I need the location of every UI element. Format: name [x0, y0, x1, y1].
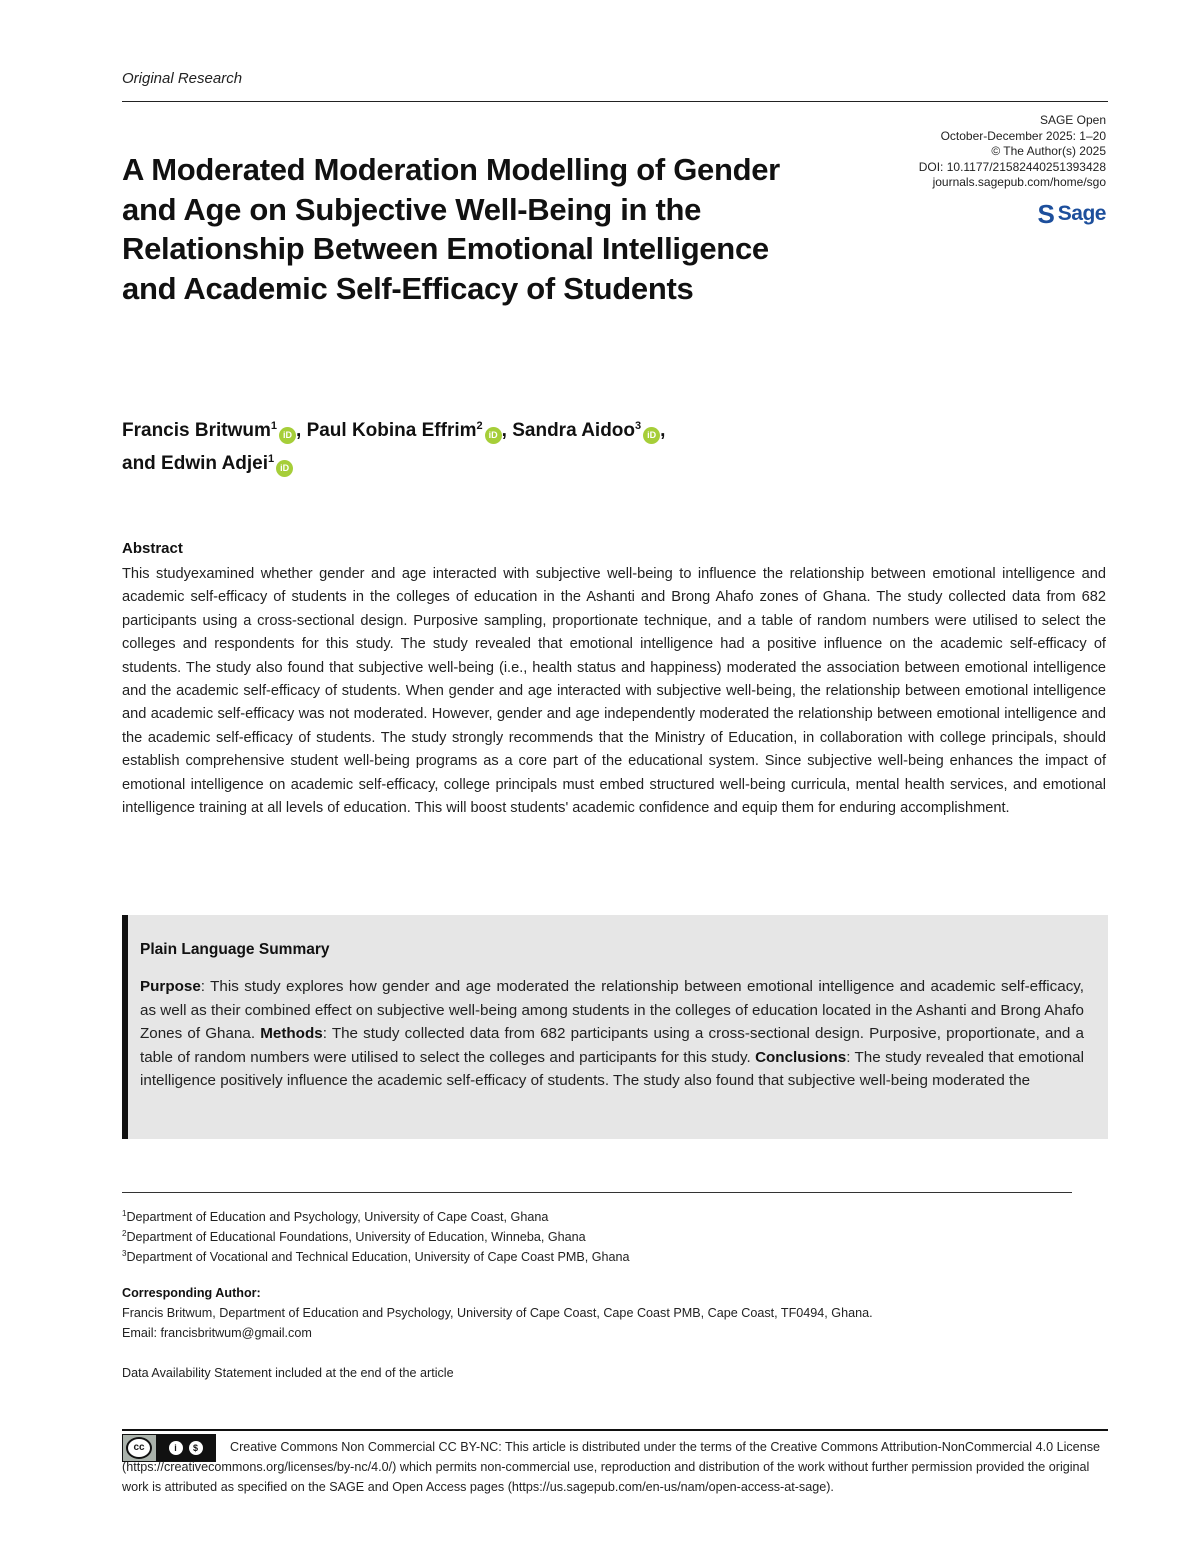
- author[interactable]: Francis Britwum$^1$iD: [122, 420, 296, 441]
- nc-icon: $: [189, 1441, 203, 1455]
- plain-language-summary-heading: Plain Language Summary: [140, 941, 330, 958]
- sage-logo-text: Sage: [1057, 202, 1106, 225]
- abstract-text: This studyexamined whether gender and age interacted with subjective well-being to influence the relationship between emotional intelligence and academic self-efficacy of students in the colleges of education in the Ashanti and Brong Ahafo zones of Ghana. The study collected data from 682 participants using a cross-sectional design. Purposive sampling, proportionate technique, and a table of random numbers were utilised to select the colleges and respondents for this study. The study revealed that emotional intelligence had a positive influence on the academic self-efficacy of students. The study also found that subjective well-being (i.e., health status and happiness) moderated the association between emotional intelligence and the academic self-efficacy of students. When gender and age interacted with subjective well-being, the relationship between emotional intelligence and academic self-efficacy was not moderated. However, gender and age independently moderated the relationship between emotional intelligence and the academic self-efficacy of students. The study strongly recommends that the Ministry of Education, in collaboration with college principals, should establish comprehensive student well-being programs as a core part of the educational system. Since subjective well-being enhances the impact of emotional intelligence on academic self-efficacy, college principals must embed structured well-being curricula, mental health services, and emotional intelligence training at all levels of education. This will boost students' academic confidence and equip them for enduring accomplishment.: [122, 566, 1106, 817]
- orcid-icon[interactable]: iD: [485, 427, 502, 444]
- sage-s-icon: S: [1037, 199, 1055, 229]
- journal-info: [846, 113, 1106, 191]
- affiliation: $^1$Department of Education and Psychology, University of Cape Coast, Ghana: [122, 1209, 549, 1224]
- author-list: Francis Britwum$^1$iD , Paul Kobina Effrim$^2$iD , Sandra Aidoo$^3$iD , and Edwin Adjei$^1$iD: [122, 412, 882, 478]
- cc-icon: cc: [126, 1437, 152, 1459]
- corresponding-author-address: Francis Britwum, Department of Education and Psychology, University of Cape Coast, Cape Coast PMB, Cape Coast, TF0494, Ghana.: [122, 1306, 873, 1320]
- corresponding-author-heading: Corresponding Author:: [122, 1286, 261, 1300]
- license-rule: [122, 1429, 1108, 1431]
- section-label: Original Research: [122, 70, 243, 87]
- author[interactable]: Paul Kobina Effrim$^2$iD: [307, 420, 502, 441]
- doi[interactable]: DOI: 10.1177/21582440251393428: [918, 159, 1106, 174]
- data-availability-note: Data Availability Statement included at the end of the article: [122, 1366, 454, 1380]
- abstract-heading: Abstract: [122, 540, 183, 557]
- orcid-icon[interactable]: iD: [643, 427, 660, 444]
- plain-language-summary-text: Purpose: This study explores how gender and age moderated the relationship between emotional intelligence and academic self-efficacy, as well as their combined effect on subjective well-being among students in the colleges of education located in the Ashanti and Brong Ahafo Zones of Ghana. Methods: The study collected data from 682 participants using a cross-sectional design. Purposive, proportionate, and a table of random numbers were utilised to select the colleges and participants for this study. Conclusions: The study revealed that emotional intelligence positively influence the academic self-efficacy of students. The study also found that subjective well-being moderated the: [140, 978, 1084, 1089]
- footnote-rule: [122, 1192, 1072, 1193]
- author[interactable]: and Edwin Adjei$^1$iD: [122, 453, 293, 474]
- corresponding-author-email[interactable]: Email: francisbritwum@gmail.com: [122, 1326, 312, 1340]
- affiliation: $^3$Department of Vocational and Technical Education, University of Cape Coast PMB, Ghana: [122, 1249, 630, 1264]
- sage-logo: [1037, 201, 1106, 227]
- article-title: A Moderated Moderation Modelling of Gender and Age on Subjective Well-Being in the Relationship Between Emotional Intelligence and Academic Self-Efficacy of Students: [122, 152, 780, 306]
- orcid-icon[interactable]: iD: [276, 460, 293, 477]
- license-text: Creative Commons Non Commercial CC BY-NC: This article is distributed under the terms of the Creative Commons Attribution-NonCommercial 4.0 License (https://creativecommons.org/licenses/by-nc/4.0/) which permits non-commercial use, reproduction and distribution of the work without further permission provided the original work is attributed as specified on the SAGE and Open Access pages (https://us.sagepub.com/en-us/nam/open-access-at-sage).: [122, 1440, 1100, 1494]
- orcid-icon[interactable]: iD: [279, 427, 296, 444]
- affiliation: $^2$Department of Educational Foundations, University of Education, Winneba, Ghana: [122, 1229, 586, 1244]
- author[interactable]: Sandra Aidoo$^3$iD: [512, 420, 660, 441]
- copyright: © The Author(s) 2025: [991, 144, 1106, 158]
- journal-url[interactable]: journals.sagepub.com/home/sgo: [932, 175, 1106, 189]
- journal-name: SAGE Open: [1039, 113, 1106, 127]
- header-rule: [122, 101, 1108, 102]
- by-icon: i: [169, 1441, 183, 1455]
- journal-issue: October-December 2025: 1–20: [940, 128, 1106, 143]
